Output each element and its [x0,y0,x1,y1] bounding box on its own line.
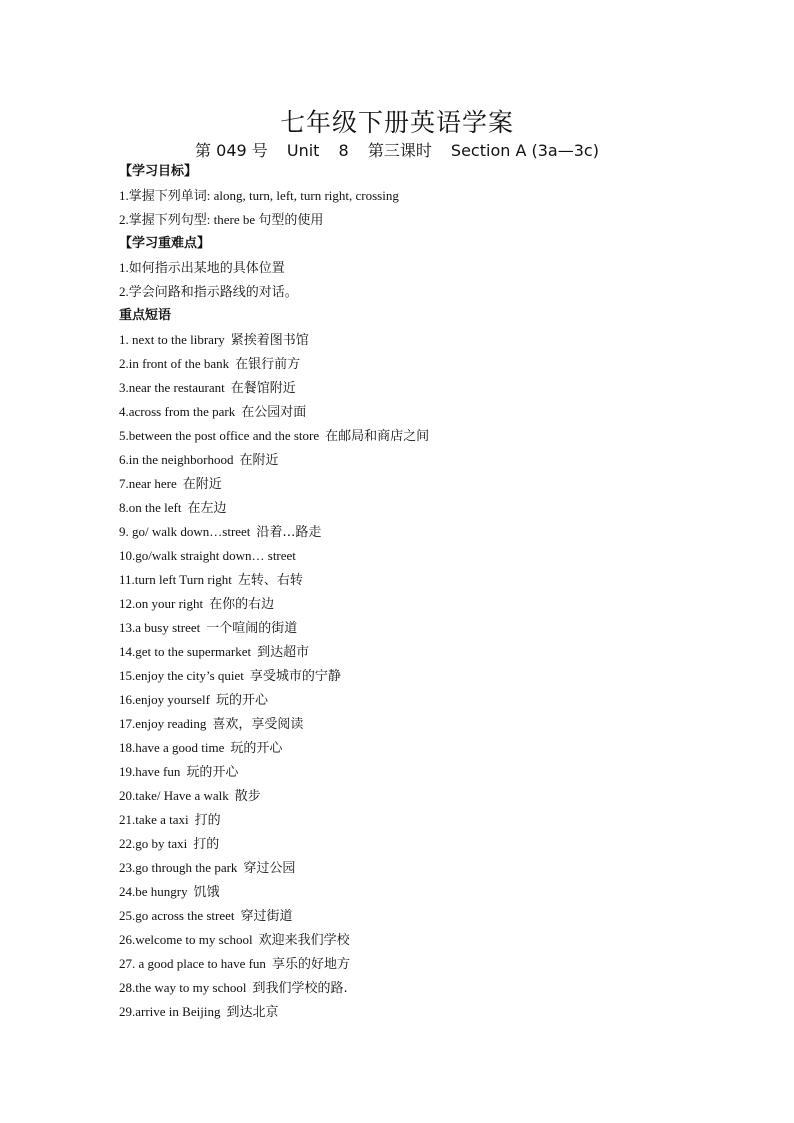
phrase-english: 1. next to the library [119,332,225,347]
phrase-item [119,712,739,736]
phrase-chinese: 在你的右边 [209,597,275,612]
phrase-english: 3.near the restaurant [119,380,225,395]
phrase-chinese: 在银行前方 [235,357,301,372]
phrase-english: 23.go through the park [119,860,238,875]
phrase-english: 8.on the left [119,500,182,515]
phrase-english: 26.welcome to my school [119,932,253,947]
phrase-chinese: 玩的开心 [215,693,268,708]
phrase-item [119,736,739,760]
document-subtitle [0,138,794,161]
phrase-item [119,592,739,616]
phrase-item [119,760,739,784]
phrase-chinese: 到达北京 [226,1005,279,1020]
phrase-item [119,496,739,520]
document-title: 七年级下册英语学案 [279,108,514,137]
phrase-english: 6.in the neighborhood [119,452,234,467]
phrase-english: 27. a good place to have fun [119,956,266,971]
phrase-chinese: 玩的开心 [230,741,283,756]
phrase-chinese: 在左边 [187,501,227,516]
phrase-item [119,328,739,352]
phrase-english: 12.on your right [119,596,204,611]
phrase-chinese: 喜欢，享受阅读 [212,717,304,732]
phrase-english: 9. go/ walk down…street [119,524,251,539]
phrase-item [119,400,739,424]
phrase-english: 22.go by taxi [119,836,188,851]
phrase-chinese: 享受城市的宁静 [249,669,341,684]
key-point-item: 2.学会问路和指示路线的对话。 [119,284,298,299]
phrase-english: 29.arrive in Beijing [119,1004,221,1019]
key-point-item: 1.如何指示出某地的具体位置 [119,260,285,275]
phrase-english: 4.across from the park [119,404,236,419]
phrase-chinese: 玩的开心 [186,765,239,780]
phrase-chinese: 散步 [234,789,261,804]
subtitle-unit-number: 8 [338,141,349,160]
phrase-english: 14.get to the supermarket [119,644,252,659]
phrase-item [119,448,739,472]
phrase-english: 25.go across the street [119,908,235,923]
subtitle-section: Section A (3a—3c) [450,141,599,160]
phrase-english: 24.be hungry [119,884,188,899]
objective-item: 2.掌握下列句型: there be 句型的使用 [119,212,324,227]
phrase-item [119,352,739,376]
phrase-item [119,424,739,448]
phrase-item [119,568,739,592]
phrase-chinese: 到达超市 [257,645,310,660]
phrase-item [119,1000,739,1024]
phrase-chinese: 一个喧闹的街道 [206,621,298,636]
phrase-item [119,904,739,928]
phrase-list [119,328,739,1024]
phrase-english: 7.near here [119,476,177,491]
phrase-item [119,928,739,952]
phrase-english: 17.enjoy reading [119,716,207,731]
phrase-chinese: 左转、右转 [237,573,303,588]
phrase-item [119,616,739,640]
phrase-item [119,664,739,688]
phrase-item [119,784,739,808]
phrase-item [119,880,739,904]
phrase-english: 19.have fun [119,764,181,779]
phrase-chinese: 在附近 [182,477,222,492]
phrase-item [119,688,739,712]
phrase-chinese: 享乐的好地方 [271,957,350,972]
phrase-english: 13.a busy street [119,620,201,635]
phrase-english: 2.in front of the bank [119,356,230,371]
phrase-english: 11.turn left Turn right [119,572,232,587]
phrase-chinese: 在附近 [239,453,279,468]
phrase-item [119,640,739,664]
document-body [119,160,739,1024]
phrase-english: 10.go/walk straight down… street [119,548,296,563]
objective-item: 1.掌握下列单词: along, turn, left, turn right, crossing [119,188,399,203]
phrase-english: 28.the way to my school [119,980,247,995]
phrase-english: 15.enjoy the city’s quiet [119,668,244,683]
phrase-english: 5.between the post office and the store [119,428,320,443]
subtitle-unit-label: Unit [286,141,320,160]
subtitle-period: 第三课时 [367,141,432,160]
phrase-item [119,808,739,832]
phrase-chinese: 在公园对面 [241,405,307,420]
phrase-item [119,856,739,880]
phrase-chinese: 沿着…路走 [256,525,322,540]
phrase-chinese: 在餐馆附近 [230,381,296,396]
phrase-english: 18.have a good time [119,740,225,755]
phrase-chinese: 欢迎来我们学校 [258,933,350,948]
phrase-chinese: 紧挨着图书馆 [230,333,309,348]
phrase-chinese: 穿过街道 [240,909,293,924]
objectives-heading: 【学习目标】 [119,164,198,179]
phrase-chinese: 饥饿 [193,885,220,900]
phrase-chinese: 打的 [194,813,221,828]
phrase-english: 21.take a taxi [119,812,189,827]
phrase-item [119,832,739,856]
phrase-chinese: 在邮局和商店之间 [325,429,430,444]
key-points-heading: 【学习重难点】 [119,236,211,251]
phrase-chinese: 穿过公园 [243,861,296,876]
phrase-chinese: 到我们学校的路. [252,981,348,996]
phrase-item [119,520,739,544]
phrase-item [119,376,739,400]
phrase-chinese: 打的 [193,837,220,852]
phrases-heading: 重点短语 [119,308,172,323]
subtitle-number: 第 049 号 [195,141,268,160]
phrase-english: 16.enjoy yourself [119,692,210,707]
phrase-item [119,976,739,1000]
phrase-item [119,952,739,976]
phrase-item [119,544,739,568]
phrase-item [119,472,739,496]
phrase-english: 20.take/ Have a walk [119,788,229,803]
